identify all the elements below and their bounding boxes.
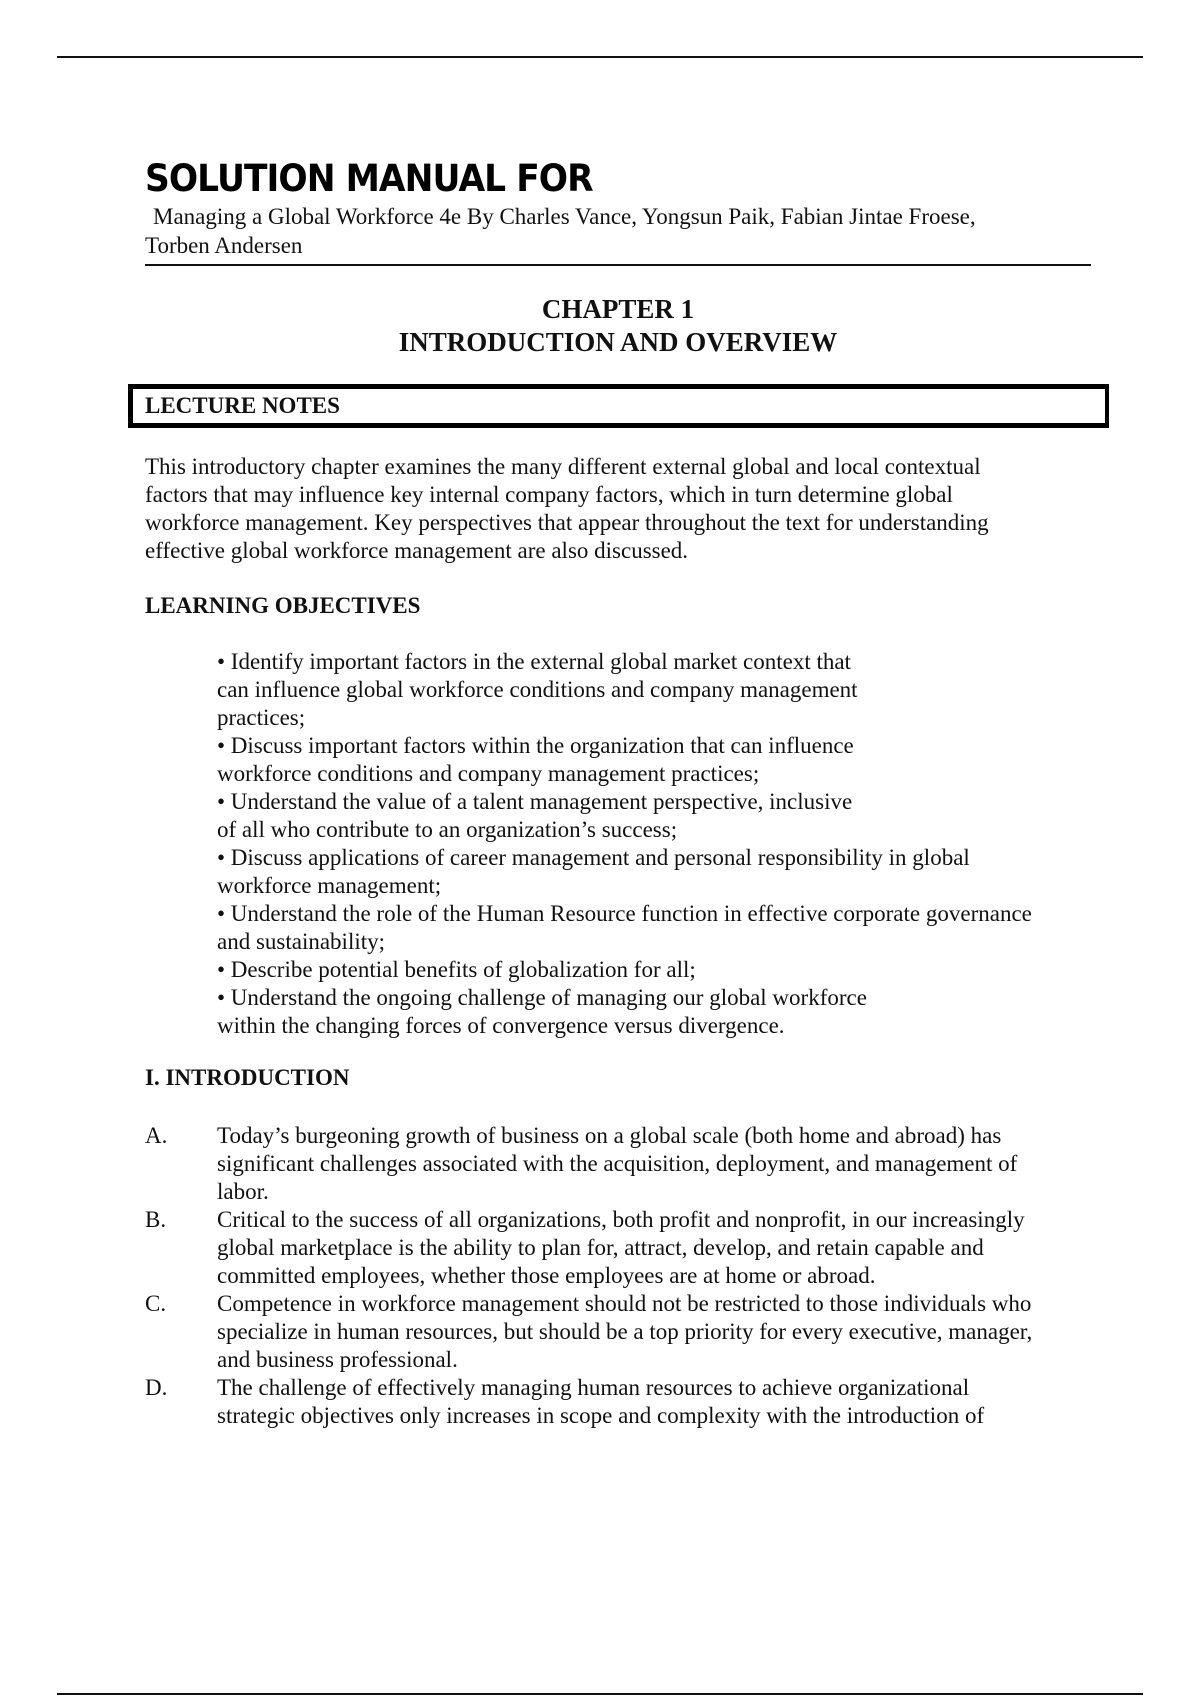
subtitle-line: Torben Andersen — [145, 233, 303, 258]
objective-line: and sustainability; — [217, 929, 386, 954]
outline-item — [145, 1122, 1095, 1206]
outline-item — [145, 1290, 1095, 1374]
objective-line: workforce conditions and company management practices; — [217, 761, 760, 786]
chapter-number: CHAPTER 1 — [541, 294, 695, 324]
outline-line: committed employees, whether those employees are at home or abroad. — [217, 1263, 876, 1288]
objective-item — [217, 984, 1097, 1040]
document-header — [145, 158, 1095, 359]
objective-item — [217, 648, 1097, 732]
outline-line: The challenge of effectively managing human resources to achieve organizational — [217, 1375, 970, 1400]
objective-line: • Describe potential benefits of globalization for all; — [217, 957, 696, 982]
outline-item — [145, 1206, 1095, 1290]
lecture-notes-label: LECTURE NOTES — [145, 393, 340, 418]
chapter-title: INTRODUCTION AND OVERVIEW — [398, 327, 838, 357]
outline-line: Critical to the success of all organizations, both profit and nonprofit, in our increasingly — [217, 1207, 1025, 1232]
objective-line: • Discuss important factors within the organization that can influence — [217, 733, 854, 758]
learning-objectives-heading: LEARNING OBJECTIVES — [145, 593, 421, 618]
outline-line: Competence in workforce management should not be restricted to those individuals who — [217, 1291, 1032, 1316]
outline-line: labor. — [217, 1179, 269, 1204]
subtitle-line: Managing a Global Workforce 4e By Charles Vance, Yongsun Paik, Fabian Jintae Froese, — [153, 204, 976, 229]
objective-line: • Understand the ongoing challenge of managing our global workforce — [217, 985, 867, 1010]
objective-item — [217, 900, 1097, 956]
objective-line: • Understand the role of the Human Resource function in effective corporate governance — [217, 901, 1032, 926]
paragraph-line: factors that may influence key internal company factors, which in turn determine global — [145, 482, 953, 507]
lecture-notes-box — [128, 384, 1109, 428]
outline-letter: C. — [145, 1291, 167, 1316]
objective-line: practices; — [217, 705, 306, 730]
outline-line: and business professional. — [217, 1347, 458, 1372]
objective-line: • Discuss applications of career management and personal responsibility in global — [217, 845, 970, 870]
outline-letter: B. — [145, 1207, 167, 1232]
page-top-rule — [57, 56, 1143, 58]
objective-item — [217, 844, 1097, 900]
paragraph-line: effective global workforce management are also discussed. — [145, 538, 689, 563]
paragraph-line: This introductory chapter examines the many different external global and local contextual — [145, 454, 981, 479]
outline-letter: D. — [145, 1375, 168, 1400]
objective-item — [217, 732, 1097, 788]
intro-paragraph — [145, 453, 1075, 565]
paragraph-line: workforce management. Key perspectives that appear throughout the text for understanding — [145, 510, 989, 535]
objective-line: workforce management; — [217, 873, 442, 898]
outline-line: significant challenges associated with the acquisition, deployment, and management of — [217, 1151, 1018, 1176]
outline-line: global marketplace is the ability to plan for, attract, develop, and retain capable and — [217, 1235, 984, 1260]
header-rule — [145, 264, 1091, 266]
objective-line: • Identify important factors in the external global market context that — [217, 649, 851, 674]
outline-line: specialize in human resources, but should be a top priority for every executive, manager, — [217, 1319, 1033, 1344]
outline-letter: A. — [145, 1123, 168, 1148]
objective-line: within the changing forces of convergence versus divergence. — [217, 1013, 785, 1038]
outline-item — [145, 1374, 1095, 1430]
document-title: SOLUTION MANUAL FOR — [145, 157, 593, 200]
objective-line: can influence global workforce conditions and company management — [217, 677, 858, 702]
chapter-heading — [145, 293, 1091, 359]
objective-line: • Understand the value of a talent management perspective, inclusive — [217, 789, 853, 814]
document-subtitle — [145, 202, 1095, 260]
introduction-items-list — [145, 1122, 1095, 1430]
objective-line: of all who contribute to an organization’s success; — [217, 817, 678, 842]
page-bottom-rule — [57, 1693, 1143, 1695]
objective-item — [217, 788, 1097, 844]
section-heading: I. INTRODUCTION — [145, 1065, 350, 1090]
learning-objectives-list — [217, 648, 1097, 1040]
outline-line: Today’s burgeoning growth of business on a global scale (both home and abroad) has — [217, 1123, 1002, 1148]
objective-item — [217, 956, 1097, 984]
outline-line: strategic objectives only increases in scope and complexity with the introduction of — [217, 1403, 985, 1428]
